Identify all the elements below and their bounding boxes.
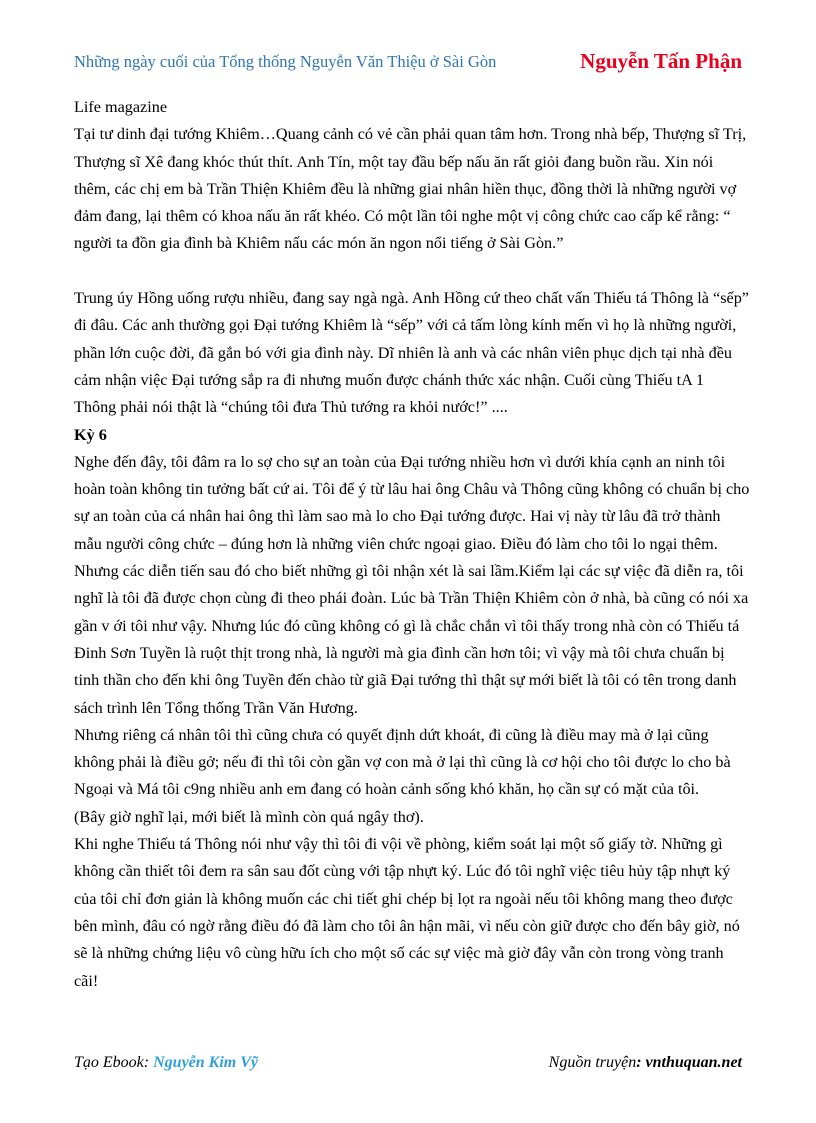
ebook-credit-label: Tạo Ebook	[74, 1054, 144, 1071]
page-header	[74, 49, 742, 77]
paragraph: Khi nghe Thiếu tá Thông nói như vậy thì tôi đi vội về phòng, kiểm soát lại một số giấy tờ. Những gì không cần thiết tôi đem ra sân sau đốt cùng với tập nhựt ký. Lúc đó tôi nghĩ việc tiêu hủy tập nhựt ký của tôi chỉ đơn giản là không muốn các chi tiết ghi chép bị lọt ra ngoài nếu tôi không mang theo được bên mình, đâu có ngờ rằng điều đó đã làm cho tôi ân hận mãi, vì nếu còn giữ được cho đến bây giờ, nó sẽ là những chứng liệu vô cùng hữu ích cho một số các sự việc mà giờ đây vẫn còn trong vòng tranh cãi!	[74, 835, 740, 990]
ebook-creator-name: Nguyễn Kim Vỹ	[153, 1054, 258, 1071]
source-line: Life magazine	[74, 98, 168, 116]
paragraph: Trung úy Hồng uống rượu nhiều, đang say ngà ngà. Anh Hồng cứ theo chất vấn Thiếu tá Thông là “sếp” đi đâu. Các anh thường gọi Đại tướng Khiêm là “sếp” với cả tấm lòng kính mến vì họ là những người, phần lớn cuộc đời, đã gắn bó với gia đình này. Dĩ nhiên là anh và các nhân viên phục dịch tại nhà đều cảm nhận việc Đại tướng sắp ra đi nhưng muốn được chánh thức xác nhận. Cuối cùng Thiếu tA 1 Thông phải nói thật là “chúng tôi đưa Thủ tướng ra khỏi nước!” ....	[74, 289, 749, 417]
ebook-credit	[74, 1054, 258, 1072]
source-site-link[interactable]: vnthuquan.net	[645, 1054, 742, 1071]
paragraph: Nhưng riêng cá nhân tôi thì cũng chưa có quyết định dứt khoát, đi cũng là điều may mà ở lại cũng không phải là điều gở; nếu đi thì tôi còn gần vợ con mà ở lại thì cũng là cơ hội cho tôi được lo cho bà Ngoại và Má tôi c9ng nhiều anh em đang có hoàn cảnh sống khó khăn, họ cần sự có mặt của tôi.	[74, 725, 731, 799]
document-body	[74, 94, 750, 995]
paragraph: Tại tư dinh đại tướng Khiêm…Quang cảnh có vẻ cần phải quan tâm hơn. Trong nhà bếp, Thượng sĩ Trị, Thượng sĩ Xê đang khóc thút thít. Anh Tín, một tay đầu bếp nấu ăn rất giỏi đang buồn rầu. Xin nói thêm, các chị em bà Trần Thiện Khiêm đều là những giai nhân hiền thục, đồng thời là những người vợ đảm đang, lại thêm có khoa nấu ăn rất khéo. Có một lần tôi nghe một vị công chức cao cấp kể rằng: “ người ta đồn gia đình bà Khiêm nấu các món ăn ngon nổi tiếng ở Sài Gòn.”	[74, 125, 747, 253]
ebook-credit-separator: :	[143, 1054, 154, 1071]
author-name: Nguyễn Tấn Phận	[580, 49, 742, 73]
page-footer	[74, 1054, 742, 1076]
source-credit-label: Nguồn truyện	[548, 1054, 637, 1071]
paragraph-spacer	[74, 258, 750, 285]
book-title: Những ngày cuối của Tổng thống Nguyễn Văn Thiệu ở Sài Gòn	[74, 52, 497, 71]
paragraph: Nghe đến đây, tôi đâm ra lo sợ cho sự an toàn của Đại tướng nhiều hơn vì dưới khía cạnh an ninh tôi hoàn toàn không tin tưởng bất cứ ai. Tôi để ý từ lâu hai ông Châu và Thông cũng không có chuẩn bị cho sự an toàn của cá nhân hai ông thì làm sao mà lo cho Đại tướng được. Hai vị này từ lâu đã trở thành mẫu người công chức – đúng hơn là những viên chức ngoại giao. Điều đó làm cho tôi lo ngại thêm. Nhưng các diễn tiến sau đó cho biết những gì tôi nhận xét là sai lầm.Kiểm lại các sự việc đã diễn ra, tôi nghĩ là tôi đã được chọn cùng đi theo phái đoàn. Lúc bà Trần Thiện Khiêm còn ở nhà, bà cũng có nói xa gần v ới tôi như vậy. Nhưng lúc đó cũng không có gì là chắc chắn vì tôi thấy trong nhà còn có Thiếu tá Đinh Sơn Tuyền là ruột thịt trong nhà, là người mà gia đình cần hơn tôi; vì vậy mà tôi chưa chuẩn bị tinh thần cho đến khi ông Tuyền đến chào từ giã Đại tướng thì thật sự mới biết là tôi có tên trong danh sách trình lên Tổng thống Trần Văn Hương.	[74, 452, 750, 717]
paragraph: (Bây giờ nghĩ lại, mới biết là mình còn quá ngây thơ).	[74, 807, 424, 826]
source-credit-separator: :	[636, 1054, 646, 1071]
section-heading: Kỳ 6	[74, 425, 107, 444]
source-credit	[549, 1054, 742, 1072]
